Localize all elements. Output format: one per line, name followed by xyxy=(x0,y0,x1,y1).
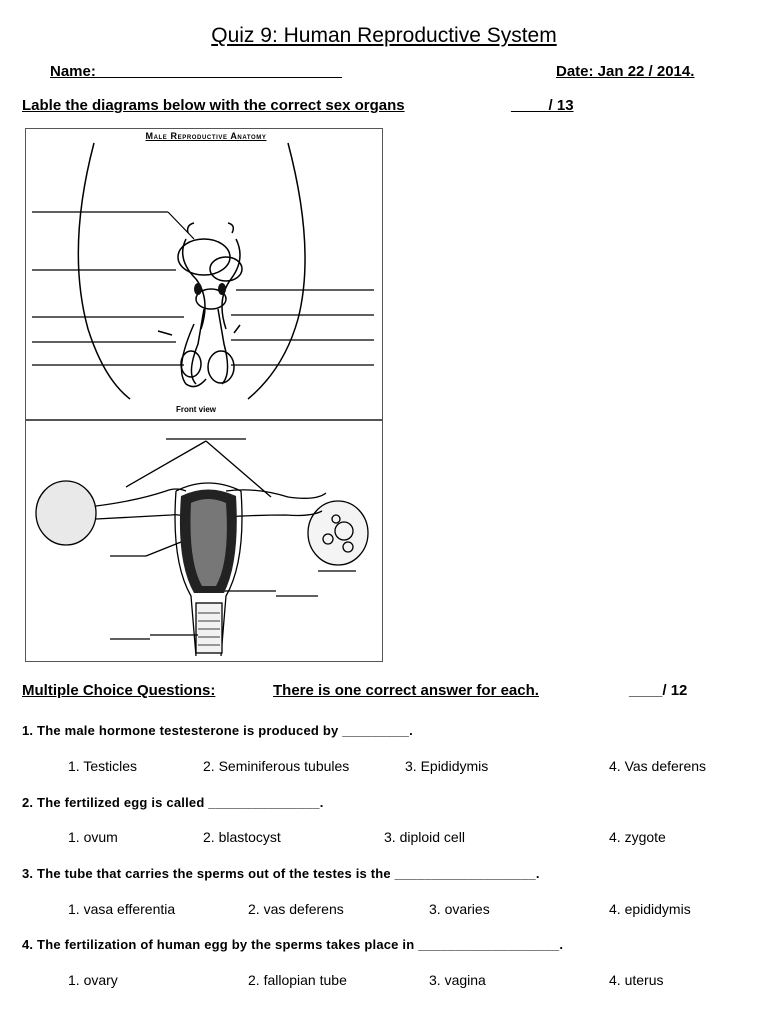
question-4-text: 4. The fertilization of human egg by the sperms takes place in ___________________. xyxy=(22,937,564,952)
q2-option-1[interactable]: 1. ovum xyxy=(68,829,118,845)
name-blank[interactable]: _____________________________ xyxy=(100,63,342,80)
female-anatomy-diagram xyxy=(25,420,383,662)
mcq-score: ____/ 12 xyxy=(629,682,688,699)
date-label: Date: Jan 22 / 2014. xyxy=(556,63,695,80)
label-score: __ / 13 xyxy=(511,97,574,114)
q4-option-1[interactable]: 1. ovary xyxy=(68,972,118,988)
label-instruction: Lable the diagrams below with the correct sex organs xyxy=(22,97,405,114)
q2-option-3[interactable]: 3. diploid cell xyxy=(384,829,465,845)
q1-option-3[interactable]: 3. Epididymis xyxy=(405,758,489,774)
mcq-heading: Multiple Choice Questions: xyxy=(22,682,216,699)
male-diagram-title: Male Reproductive Anatomy xyxy=(145,131,267,141)
q4-option-3[interactable]: 3. vagina xyxy=(429,972,486,988)
q3-option-3[interactable]: 3. ovaries xyxy=(429,901,490,917)
female-anatomy-drawing xyxy=(26,421,382,661)
q1-option-1[interactable]: 1. Testicles xyxy=(68,758,137,774)
mcq-instruction: There is one correct answer for each. xyxy=(273,682,539,699)
q1-option-2[interactable]: 2. Seminiferous tubules xyxy=(203,758,350,774)
name-line xyxy=(50,63,342,80)
question-2-text: 2. The fertilized egg is called _______________. xyxy=(22,795,324,810)
q3-option-1[interactable]: 1. vasa efferentia xyxy=(68,901,176,917)
q4-option-4[interactable]: 4. uterus xyxy=(609,972,664,988)
name-label: Name: xyxy=(50,63,101,80)
male-anatomy-diagram xyxy=(25,128,383,420)
q3-option-2[interactable]: 2. vas deferens xyxy=(248,901,344,917)
male-anatomy-drawing xyxy=(26,129,382,419)
q1-option-4[interactable]: 4. Vas deferens xyxy=(609,758,707,774)
question-1-text: 1. The male hormone testesterone is produced by _________. xyxy=(22,723,413,738)
q2-option-2[interactable]: 2. blastocyst xyxy=(203,829,281,845)
male-diagram-caption: Front view xyxy=(175,405,216,414)
q4-option-2[interactable]: 2. fallopian tube xyxy=(248,972,347,988)
q2-option-4[interactable]: 4. zygote xyxy=(609,829,666,845)
q3-option-4[interactable]: 4. epididymis xyxy=(609,901,691,917)
page-title: Quiz 9: Human Reproductive System xyxy=(211,24,557,47)
question-3-text: 3. The tube that carries the sperms out of the testes is the ___________________. xyxy=(22,866,540,881)
